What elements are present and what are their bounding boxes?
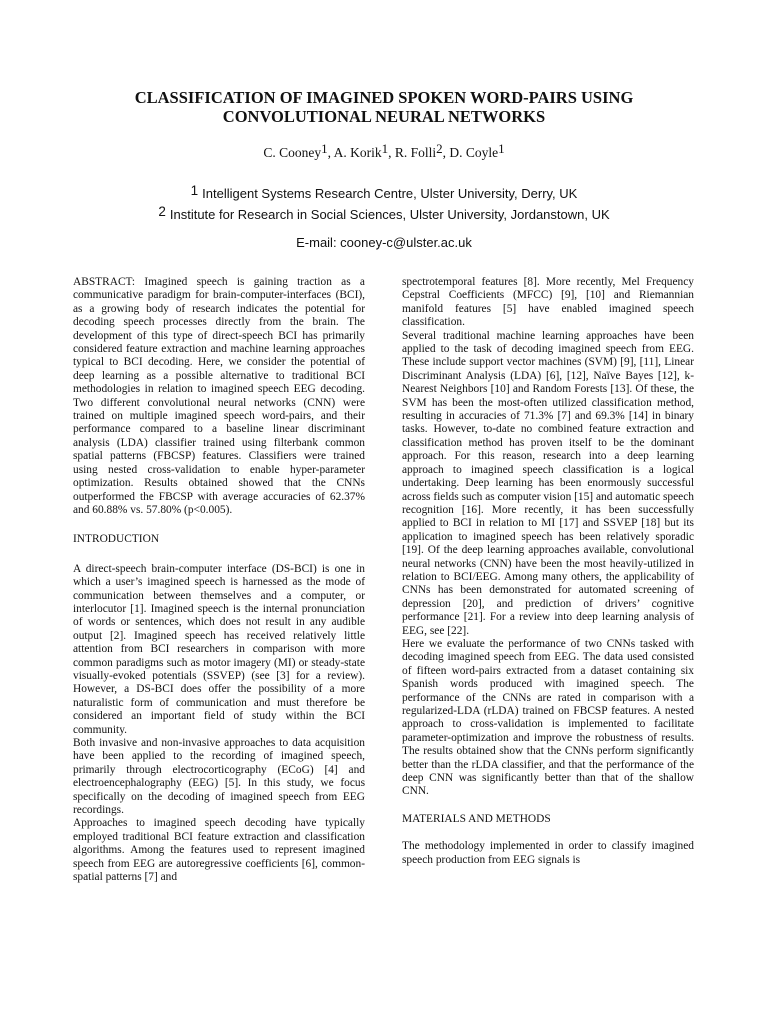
right-column — [402, 276, 694, 867]
author-separator: , — [442, 145, 450, 160]
author-affiliation-mark: 1 — [321, 141, 328, 156]
affiliation-1 — [0, 182, 768, 202]
title-line-2: CONVOLUTIONAL NEURAL NETWORKS — [222, 107, 546, 126]
introduction-paragraph: Both invasive and non-invasive approaches to data acquisition have been applied to the recording of imagined speech, primarily through electrocorticography (ECoG) [4] and electroencephalography (EEG) [5]. In this study, we focus specifically on the decoding of imagined speech from EEG recordings. — [73, 737, 365, 817]
paper-title — [60, 88, 708, 126]
author-separator: , — [388, 145, 395, 160]
author-separator: , — [327, 145, 334, 160]
abstract-paragraph: ABSTRACT: Imagined speech is gaining traction as a communicative paradigm for brain-computer-interfaces (BCI), as a growing body of research indicates the potential for decoding speech processes directly from the brain. The development of this type of direct-speech BCI has primarily considered feature extraction and machine learning approaches typical to BCI decoding. Here, we consider the potential of deep learning as a possible alternative to traditional BCI methodologies in relation to imagined speech EEG decoding. Two different convolutional neural networks (CNN) were trained on multiple imagined speech word-pairs, and their performance compared to a baseline linear discriminant analysis (LDA) classifier trained using filterbank common spatial patterns (FBCSP) features. Classifiers were trained using nested cross-validation to enable hyper-parameter optimization. Results obtained showed that the CNNs outperformed the FBCSP with average accuracies of 62.37% and 60.88% vs. 57.80% (p<0.005). — [73, 276, 365, 516]
introduction-paragraph: A direct-speech brain-computer interface (DS-BCI) is one in which a user’s imagined speech is harnessed as the mode of communication between themselves and a computer, or interlocutor [1]. Imagined speech is the internal pronunciation of words or sentences, which does not result in any audible output [2]. Imagined speech has received relatively little attention from BCI researchers in comparison with more common paradigms such as motor imagery (MI) or steady-state visually-evoked potentials (SSVEP) (see [3] for a review). However, a DS-BCI does offer the possibility of a more naturalistic form of communication and must therefore be considered an important field of study within the BCI community. — [73, 562, 365, 736]
contact-email[interactable]: E-mail: cooney-c@ulster.ac.uk — [296, 235, 472, 250]
affiliation-text: Institute for Research in Social Sciences, Ulster University, Jordanstown, UK — [169, 207, 610, 222]
affiliation-text: Intelligent Systems Research Centre, Ulster University, Derry, UK — [202, 186, 578, 201]
body-paragraph: Several traditional machine learning approaches have been applied to the task of decoding imagined speech from EEG. These include support vector machines (SVM) [9], [11], Linear Discriminant Analysis (LDA) [6], [12], Naïve Bayes [12], k-Nearest Neighbors [10] and Random Forests [13]. Of these, the SVM has been the most-often utilized classification method, resulting in accuracies of 71.3% [7] and 69.3% [14] in binary tasks. However, to-date no combined feature extraction and classification method has proven itself to be the dominant approach. For this reason, research into a deep learning approach to imagined speech classification is a logical undertaking. Deep learning has been enormously successful across fields such as computer vision [15] and automatic speech recognition [16]. More recently, it has been successfully applied to BCI in relation to MI [17] and SSVEP [18] but its application to imagined speech has been relatively sporadic [19]. Of the deep learning approaches available, convolutional neural networks (CNN) have been the most heavily-utilized in relation to BCI/EEG. Among many others, the applicability of CNNs has been demonstrated for automated screening of depression [20], and prediction of drivers’ cognitive performance [21]. For a review into deep learning analysis of EEG, see [22]. — [402, 329, 694, 637]
introduction-heading: INTRODUCTION — [73, 533, 160, 546]
affiliation-2 — [0, 203, 768, 223]
affiliation-number: 2 — [158, 204, 166, 219]
author-name: A. Korik — [333, 145, 382, 160]
author-affiliation-mark: 1 — [498, 141, 505, 156]
author-name: D. Coyle — [449, 145, 499, 160]
author-affiliation-mark: 2 — [436, 141, 443, 156]
methods-paragraph: The methodology implemented in order to classify imagined speech production from EEG signals is — [402, 840, 694, 866]
author-name: R. Folli — [394, 145, 437, 160]
body-paragraph: spectrotemporal features [8]. More recently, Mel Frequency Cepstral Coefficients (MFCC) [9], [10] and Riemannian manifold features [5] have enabled imagined speech classification. — [402, 276, 694, 329]
author-affiliation-mark: 1 — [381, 141, 389, 156]
affiliation-number: 1 — [190, 183, 199, 198]
body-paragraph: Here we evaluate the performance of two CNNs tasked with decoding imagined speech from EEG. The data used consisted of fifteen word-pairs extracted from a dataset containing six Spanish words produced with imagined speech. The performance of the CNNs are rated in comparison with a regularized-LDA (rLDA) trained on FBCSP features. A nested approach to cross-validation is implemented to facilitate parameter-optimization and improve the robustness of results. The results obtained show that the CNNs perform significantly better than the rLDA classifier, and that the performance of the deep CNN was significantly better than that of the shallow CNN. — [402, 637, 694, 798]
methods-heading: MATERIALS AND METHODS — [402, 812, 551, 825]
author-list — [0, 141, 768, 162]
title-line-1: CLASSIFICATION OF IMAGINED SPOKEN WORD-PAIRS USING — [134, 88, 634, 107]
introduction-paragraph: Approaches to imagined speech decoding have typically employed traditional BCI feature extraction and classification algorithms. Among the features used to represent imagined speech from EEG are autoregressive coefficients [6], common-spatial patterns [7] and — [73, 817, 365, 884]
left-column — [73, 276, 365, 884]
author-name: C. Cooney — [263, 145, 322, 160]
